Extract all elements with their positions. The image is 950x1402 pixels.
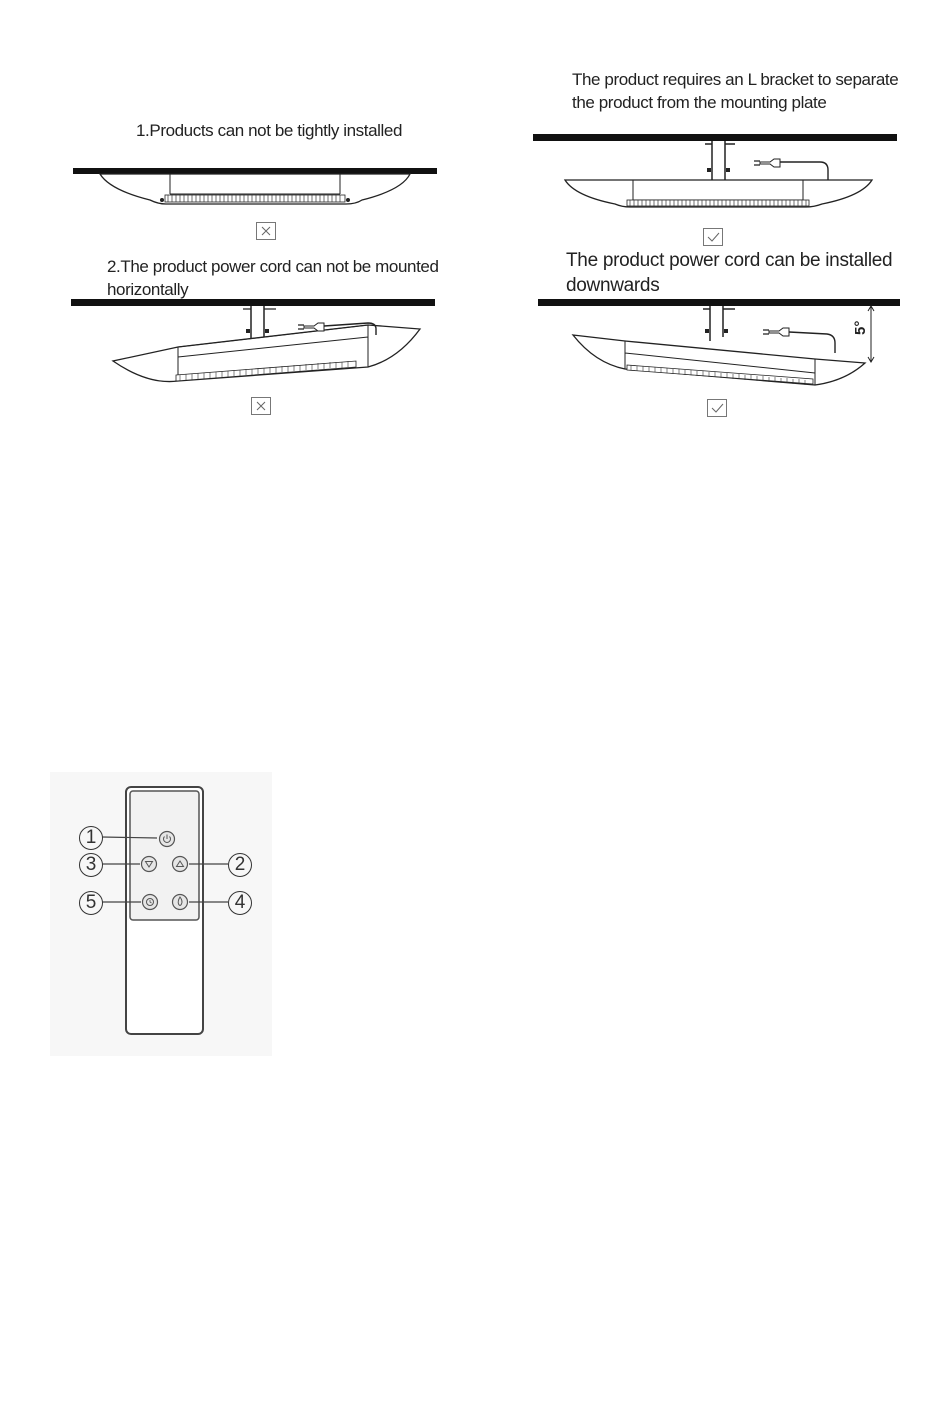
caption-l-bracket-line1: The product requires an L bracket to separate: [572, 70, 899, 89]
tilt-angle-label: 5°: [852, 320, 869, 335]
callout-5: 5: [79, 891, 103, 915]
caption-horizontal-cord-line1: 2.The product power cord can not be mounted: [107, 257, 439, 276]
up-button[interactable]: [171, 855, 189, 873]
caption-l-bracket-line2: the product from the mounting plate: [572, 93, 827, 112]
callout-4: 4: [228, 891, 252, 915]
heater-horizontal-cord-diagram: [68, 295, 438, 395]
down-button[interactable]: [140, 855, 158, 873]
remote-control-diagram: [50, 772, 272, 1056]
cross-mark-icon: [256, 222, 276, 240]
caption-downward-cord-line2: downwards: [566, 275, 660, 296]
heater-tight-install-diagram: [70, 162, 440, 218]
heater-downward-cord-diagram: [535, 295, 905, 395]
caption-tight-install: 1.Products can not be tightly installed: [136, 121, 403, 140]
timer-button[interactable]: [141, 893, 159, 911]
heater-l-bracket-diagram: [530, 128, 900, 216]
callout-1: 1: [79, 826, 103, 850]
check-mark-icon: [703, 228, 723, 246]
cross-mark-icon: [251, 397, 271, 415]
caption-horizontal-cord-line2: horizontally: [107, 280, 189, 299]
check-mark-icon: [707, 399, 727, 417]
callout-3: 3: [79, 853, 103, 877]
mode-button[interactable]: [171, 893, 189, 911]
callout-2: 2: [228, 853, 252, 877]
power-button[interactable]: [158, 830, 176, 848]
caption-downward-cord-line1: The product power cord can be installed: [566, 250, 893, 271]
